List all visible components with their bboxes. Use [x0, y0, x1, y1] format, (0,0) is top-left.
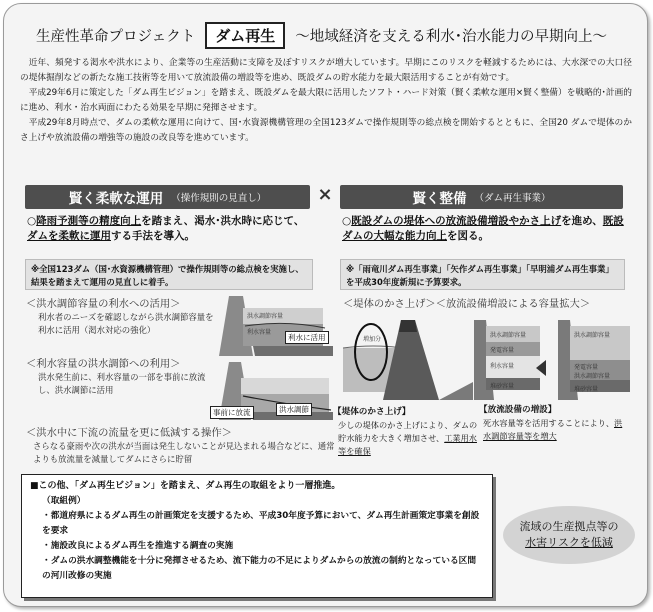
right-bullet-text-1: を進め、: [561, 215, 603, 227]
caption-outlet-text: [483, 417, 629, 443]
bottom-box: [21, 474, 493, 598]
r2-label-water: 利水容量: [490, 363, 515, 370]
section-1-text: 利水者のニーズを確認しながら洪水調節容量を利水に活用（渇水対応の強化）: [38, 312, 214, 335]
header-title-left: 生産性革命プロジェクト: [36, 28, 196, 45]
caption-raise-body: 少しの堤体のかさ上げにより、ダムの貯水能力を大きく増加させ、: [338, 420, 478, 443]
diagram-1-label-water: 利水容量: [247, 329, 272, 336]
r2-label-sediment: 堆砂容量: [490, 383, 515, 390]
left-heading-title: 賢く柔軟な運用: [68, 191, 164, 207]
header: [36, 22, 626, 48]
header-subtitle: ～地域経済を支える利水･治水能力の早期向上～: [295, 28, 607, 45]
section-3-title: ＜洪水中に下流の流量を更に低減する操作＞: [26, 427, 232, 439]
right-heading-sub: （ダム再生事業）: [474, 193, 551, 204]
tag-flood-control: 洪水調節: [276, 403, 312, 416]
conclusion-ellipse: [503, 506, 635, 564]
intro-paragraph-3: 平成29年8月時点で、ダムの柔軟な運用に向けて、国･水資源機構管理の全国123ダムで操作規則等の総点検を開始するとともに、全国20 ダムで堤体のかさ上げや放流設備の増強等の施設の改良等を進めています。: [20, 118, 632, 143]
left-bullet-text-1: を踏まえ、渇水･洪水時に応じて、: [141, 215, 305, 227]
r2-label-flood: 洪水調節容量: [490, 332, 527, 339]
left-note: ※全国123ダム（国･水資源機構管理）で操作規則等の総点検を実施し、結果を踏まえて運用の見直しに着手。: [25, 259, 313, 290]
left-bullet: [27, 214, 313, 244]
bottom-item-3: ・ダムの洪水調整機能を十分に発揮させるため、流下能力の不足によりダムからの放流の制約となっている区間の河川改修の実施: [42, 556, 477, 581]
left-bullet-emph-1: 降雨予測等の精度向上: [36, 215, 142, 227]
caption-outlet-title: 【放流設備の増設】: [479, 405, 557, 415]
r3-label-sediment: 堆砂容量: [574, 386, 599, 393]
r2-label-power: 発電容量: [490, 347, 515, 354]
conclusion-line-2: 水害リスクを低減: [525, 536, 613, 549]
left-bullet-mark: ○: [27, 215, 37, 227]
bottom-lead: ■この他、「ダム再生ビジョン」を踏まえ、ダム再生の取組をより一層推進。: [30, 481, 341, 491]
right-note: ※「雨竜川ダム再生事業」「矢作ダム再生事業」「早明浦ダム再生事業」を平成30年度新規に予算要求。: [340, 259, 625, 290]
section-1-title: ＜洪水調節容量の利水への活用＞: [26, 298, 181, 310]
section-2-text: 洪水発生前に、利水容量の一部を事前に放流し、洪水調節に活用: [38, 372, 206, 395]
intro-paragraph-2: 平成29年6月に策定した「ダム再生ビジョン」を踏まえ、既設ダムを最大限に活用したソフト・ハード対策（賢く柔軟な運用×賢く整備）を戦略的･計画的に進め、利水・治水両面にわたる効果を早期に発揮させます。: [20, 88, 632, 113]
caption-raise-emph: 工業用水等を確保: [338, 433, 477, 456]
right-section-title: ＜堤体のかさ上げ＞＜放流設備増設による容量拡大＞: [343, 298, 591, 310]
caption-raise-title: 【堤体のかさ上げ】: [333, 407, 411, 417]
bottom-item-2: ・施設改良によるダム再生を推進する調査の実施: [42, 541, 234, 551]
diagram-1-label-flood: 洪水調節容量: [247, 313, 284, 320]
left-heading-sub: （操作規則の見直し）: [171, 193, 267, 204]
section-2-title: ＜利水容量の洪水調節への利用＞: [26, 358, 181, 370]
right-bullet-emph-2: 既設ダムの大幅な能力向上: [342, 215, 624, 242]
caption-outlet-emph: 洪水調節容量等を増大: [483, 418, 623, 441]
diagram-dam-raise: [343, 310, 473, 400]
right-bullet-mark: ○: [342, 215, 352, 227]
cross-symbol: ×: [317, 184, 333, 205]
right-heading-band: [340, 185, 623, 209]
tag-water-use: 利水に活用: [285, 331, 329, 344]
r3-label-flood-2: 洪水調節容量: [574, 373, 611, 380]
r3-label-flood: 洪水調節容量: [574, 332, 611, 339]
right-bullet: [342, 214, 627, 244]
diagram-flood-to-water: [215, 292, 335, 356]
bottom-examples-label: （取組例）: [42, 496, 86, 506]
caption-outlet-body: 死水容量等を活用することにより、: [483, 418, 615, 428]
tag-pre-release: 事前に放流: [210, 406, 254, 419]
diagram-raise-increase-label: 増加分: [363, 336, 382, 343]
left-bullet-text-2: する手法を導入。: [111, 230, 195, 242]
intro-text: [20, 56, 632, 146]
right-bullet-text-2: を図る。: [447, 230, 489, 242]
intro-paragraph-1: 近年、頻発する渇水や洪水により、企業等の生産活動に支障を及ぼすリスクが増大しています。早期にこのリスクを軽減するためには、大水深での大口径の堤体掘削などの新たな施工技術等を用いて放流設備の増設等を進め、既設ダムの貯水能力を最大限活用することが有効です。: [20, 58, 632, 83]
r3-label-power: 発電容量: [574, 364, 599, 371]
section-3-text: さらなる豪雨や次の洪水が当面は発生しないことが見込まれる場合などに、通常よりも放流量を減量してダムにさらに貯留: [33, 441, 335, 464]
bottom-item-1: ・都道府県によるダム再生の計画策定を支援するため、平成30年度予算において、ダム再生計画策定事業を創設を要求: [42, 511, 480, 536]
caption-raise-text: [338, 419, 478, 458]
left-heading-band: [25, 185, 310, 209]
header-title-box: ダム再生: [205, 22, 285, 49]
left-bullet-emph-2: ダムを柔軟に運用: [27, 230, 111, 242]
conclusion-line-1: 流域の生産拠点等の: [519, 520, 619, 533]
right-heading-title: 賢く整備: [412, 191, 467, 207]
right-bullet-emph-1: 既設ダムの堤体への放流設備増設やかさ上げ: [351, 215, 562, 227]
